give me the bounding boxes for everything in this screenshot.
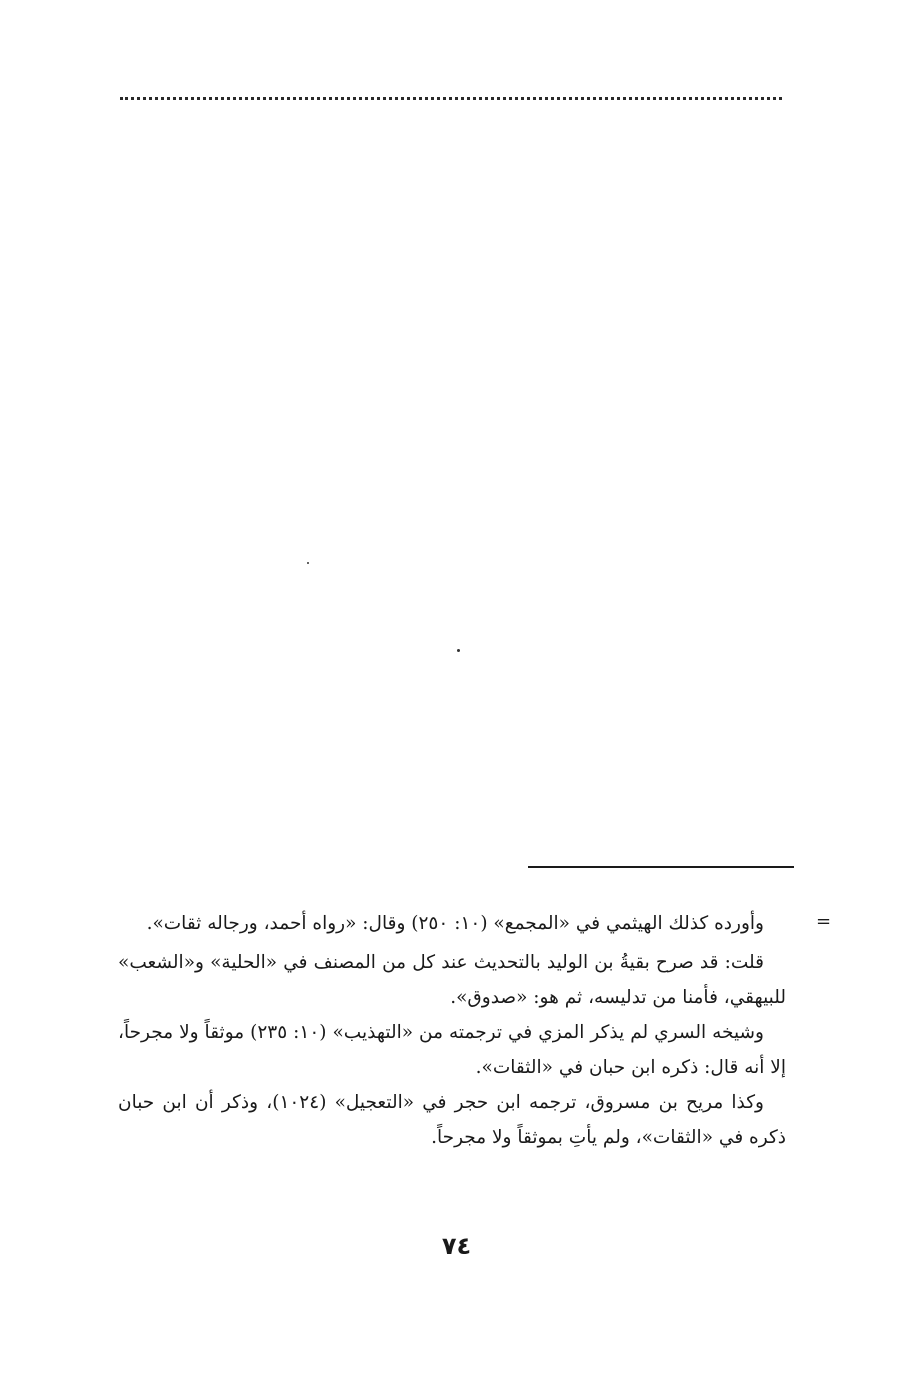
scan-speck [457,649,460,652]
footnote-separator [528,866,794,868]
footnote-paragraph: وشيخه السري لم يذكر المزي في ترجمته من «التهذيب» (١٠: ٢٣٥) موثقاً ولا مجرحاً، إلا أنه قال: ذكره ابن حبان في «الثقات». [118,1022,786,1078]
scan-speck [307,562,309,564]
footnote-paragraph: وكذا مريح بن مسروق، ترجمه ابن حجر في «التعجيل» (١٠٢٤)، وذكر أن ابن حبان ذكره في «الثقات»، ولم يأتِ بموثقاً ولا مجرحاً. [118,1092,786,1148]
footnote-paragraph: قلت: قد صرح بقيةُ بن الوليد بالتحديث عند كل من المصنف في «الحلية» و«الشعب» للبيهقي، فأمنا من تدليسه، ثم هو: «صدوق». [118,952,786,1008]
footnotes-block [118,906,786,1155]
footnote-paragraph: وأورده كذلك الهيثمي في «المجمع» (١٠: ٢٥٠) وقال: «رواه أحمد، ورجاله ثقات». [146,913,764,934]
page-number: ٧٤ [441,1232,472,1260]
footnote-continuation-mark: = [816,911,832,932]
top-dotted-rule [120,97,782,100]
